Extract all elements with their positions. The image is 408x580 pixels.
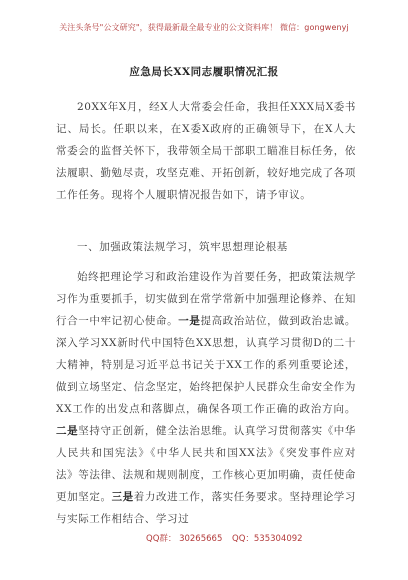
header-promo-note: 关注头条号"公文研究"，获得最新最全最专业的公文资料库！ 微信：gongwenyj bbox=[59, 23, 349, 32]
section-1-lead: 始终把理论学习和政治建设作为首要任务，把政策法规学习作为重要抓手，切实做到在常学常新中加强理论修养、在知行合一中牢记初心使命。 bbox=[56, 271, 356, 327]
section-heading-1: 一、加强政策法规学习，筑牢思想理论根基 bbox=[77, 241, 288, 253]
point-3-marker: 三是 bbox=[111, 491, 134, 503]
point-1-text: 提高政治站位，做到政治忠诚。深入学习XX新时代中国特色XX思想，认真学习贯彻D的二十大精神，特别是习近平总书记关于XX工作的系列重要论述，做到立场坚定、信念坚定，始终把保护人民群众生命安全作为XX工作的出发点和落脚点，确保各项工作正确的政治方向。 bbox=[56, 315, 356, 415]
footer-qq-number: QQ：535304092 bbox=[232, 534, 303, 544]
footer-qq-group: QQ群： 30265665 bbox=[146, 534, 223, 544]
section-1-paragraph bbox=[56, 266, 356, 530]
document-title: 应急局长XX同志履职情况汇报 bbox=[129, 66, 279, 78]
point-2-text: 坚持守正创新，健全法治思维。认真学习贯彻落实《中华人民共和国宪法》《中华人民共和国XX法》《突发事件应对法》等法律、法规和规则制度，工作核心更加明确，责任使命更加坚定。 bbox=[56, 425, 357, 503]
point-3-text: 着力改进工作，落实任务要求。坚持理论学习与实际工作相结合、学习过 bbox=[56, 491, 357, 525]
intro-paragraph: 20XX年X月，经X人大常委会任命，我担任XXX局X委书记、局长。任职以来，在X委X政府的正确领导下，在X人大常委会的监督关怀下，我带领全局干部职工瞄准目标任务，依法履职、勤勉尽责，攻坚克难、开拓创新，较好地完成了各项工作任务。现将个人履职情况报告如下，请予审议。 bbox=[56, 101, 356, 201]
point-1-marker: 一是 bbox=[178, 315, 201, 327]
point-2-marker: 二是 bbox=[56, 425, 79, 437]
